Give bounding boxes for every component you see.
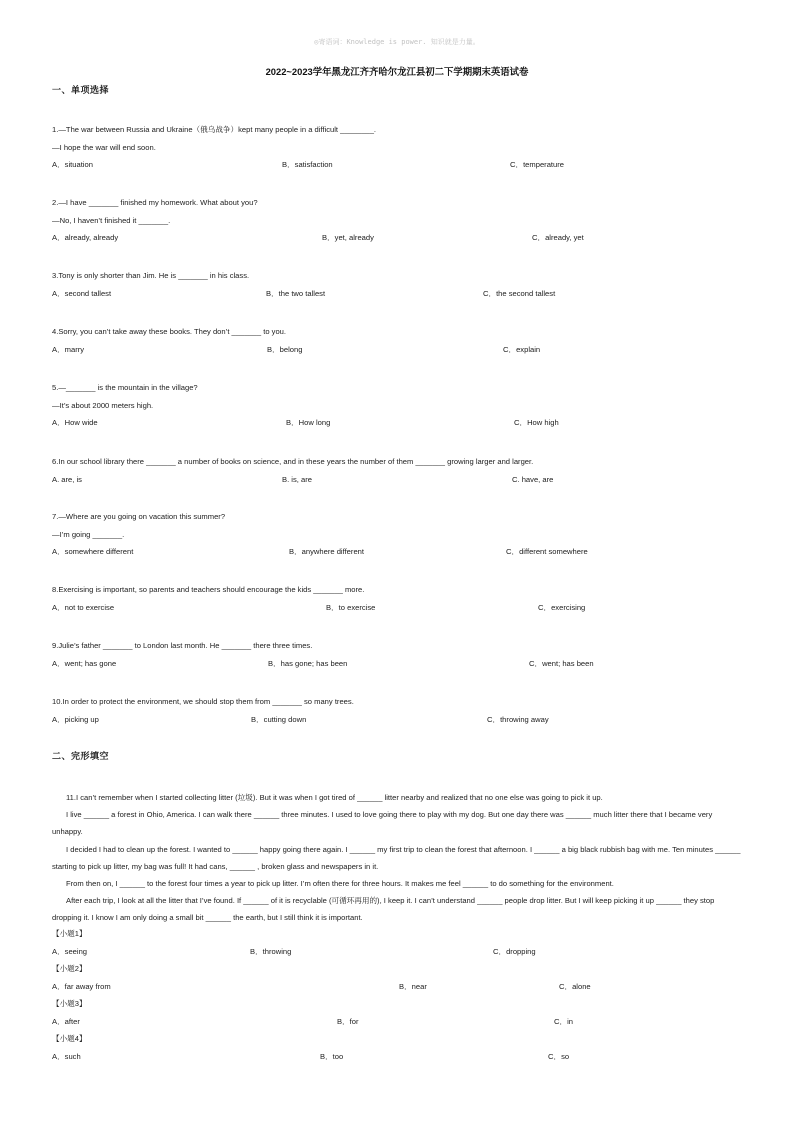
cloze-passage xyxy=(52,789,742,927)
option-c[interactable]: C．explain xyxy=(503,344,541,354)
question-stem: 9.Julie’s father _______ to London last month. He _______ there three times. xyxy=(52,641,313,650)
option-b[interactable]: B．near xyxy=(399,981,427,991)
subquestion-tag: 【小题2】 xyxy=(52,964,87,973)
question-stem: 3.Tony is only shorter than Jim. He is _______ in his class. xyxy=(52,271,250,280)
question-stem: 8.Exercising is important, so parents and teachers should encourage the kids _______ more. xyxy=(52,585,365,594)
passage-paragraph: After each trip, I look at all the litter that I’ve found. If ______ of it is recyclable (可循环再用的), I keep it. I can’t understand ______ people drop litter. But I will keep picking it up ______ they stop dropping it. I know I am only doing a small bit ______ the earth, but I still think it is important. xyxy=(52,896,715,923)
subquestion-1 xyxy=(52,929,752,964)
section-heading-2: 二、完形填空 xyxy=(52,752,110,762)
question-stem: 4.Sorry, you can’t take away these books. They don’t _______ to you. xyxy=(52,327,287,336)
option-b[interactable]: B．too xyxy=(320,1051,344,1061)
subquestion-4 xyxy=(52,1034,752,1069)
question-stem: —I hope the war will end soon. xyxy=(52,142,156,152)
subquestion-2 xyxy=(52,964,752,999)
option-a[interactable]: A．situation xyxy=(52,160,93,169)
question-stem: 6.In our school library there _______ a number of books on science, and in these years the number of them _______ growing larger and larger. xyxy=(52,457,534,466)
option-b[interactable]: B．to exercise xyxy=(326,602,376,612)
option-c[interactable]: C．went; has been xyxy=(529,658,594,668)
option-b[interactable]: B．How long xyxy=(286,418,331,427)
option-c[interactable]: C．the second tallest xyxy=(483,288,556,298)
option-c[interactable]: C. have, are xyxy=(512,474,554,484)
question-stem: 10.In order to protect the environment, we should stop them from _______ so many trees. xyxy=(52,697,354,706)
question-10 xyxy=(52,697,752,732)
passage-paragraph: From then on, I ______ to the forest four times a year to pick up litter. I’m often there for three hours. It makes me feel ______ to do something for the environment. xyxy=(66,879,614,889)
option-c[interactable]: C．different somewhere xyxy=(506,547,588,556)
subquestion-tag: 【小题4】 xyxy=(52,1034,87,1043)
question-stem: 7.—Where are you going on vacation this summer? xyxy=(52,512,226,521)
option-c[interactable]: C．throwing away xyxy=(487,714,549,724)
option-b[interactable]: B．belong xyxy=(267,344,303,354)
passage-paragraph: I decided I had to clean up the forest. I wanted to ______ happy going there again. I ______ my first trip to clean the forest that afternoon. I ______ a big black rubbish bag with me. Ten minutes ______ starting to pick up litter, my bag was full! It had cans, ______ , broken glass and newspapers in it. xyxy=(52,844,741,871)
subquestion-tag: 【小题3】 xyxy=(52,999,87,1008)
option-a[interactable]: A．far away from xyxy=(52,981,111,991)
question-stem: 2.—I have _______ finished my homework. What about you? xyxy=(52,198,258,207)
question-9 xyxy=(52,641,752,676)
option-c[interactable]: C．exercising xyxy=(538,602,586,612)
question-5 xyxy=(52,383,752,435)
subquestion-3 xyxy=(52,999,752,1034)
option-c[interactable]: C．in xyxy=(554,1016,573,1026)
question-stem: —No, I haven’t finished it _______. xyxy=(52,215,171,225)
passage-paragraph: 11.I can’t remember when I started collecting litter (垃圾). But it was when I got tired of ______ litter nearby and realized that no one else was going to pick it up. xyxy=(66,793,603,802)
option-b[interactable]: B．yet, already xyxy=(322,233,374,242)
question-1 xyxy=(52,125,752,177)
question-6 xyxy=(52,457,752,492)
option-a[interactable]: A．second tallest xyxy=(52,288,112,298)
watermark-text: ◎寄语词：Knowledge is power. 知识就是力量。 xyxy=(314,38,480,46)
question-7 xyxy=(52,512,752,564)
option-a[interactable]: A．went; has gone xyxy=(52,658,117,668)
option-a[interactable]: A．somewhere different xyxy=(52,547,134,556)
option-a[interactable]: A．after xyxy=(52,1016,80,1026)
question-3 xyxy=(52,271,752,306)
option-a[interactable]: A．such xyxy=(52,1051,81,1061)
option-c[interactable]: C．already, yet xyxy=(532,233,584,242)
question-stem: 1.—The war between Russia and Ukraine（俄乌战争）kept many people in a difficult ________. xyxy=(52,125,377,134)
option-a[interactable]: A. are, is xyxy=(52,474,82,484)
page-title: 2022~2023学年黑龙江齐齐哈尔龙江县初二下学期期末英语试卷 xyxy=(265,66,529,77)
option-b[interactable]: B．satisfaction xyxy=(282,160,333,169)
option-a[interactable]: A．seeing xyxy=(52,946,88,956)
option-b[interactable]: B．anywhere different xyxy=(289,547,364,556)
option-a[interactable]: A．marry xyxy=(52,344,85,354)
question-stem: —It’s about 2000 meters high. xyxy=(52,400,154,410)
option-a[interactable]: A．already, already xyxy=(52,233,119,242)
option-b[interactable]: B．cutting down xyxy=(251,714,307,724)
option-b[interactable]: B．for xyxy=(337,1016,359,1026)
option-c[interactable]: C．dropping xyxy=(493,946,536,956)
option-c[interactable]: C．so xyxy=(548,1051,570,1061)
question-4 xyxy=(52,327,752,362)
question-2 xyxy=(52,198,752,250)
option-c[interactable]: C．alone xyxy=(559,981,591,991)
option-b[interactable]: B．has gone; has been xyxy=(268,658,348,668)
question-stem: —I’m going _______. xyxy=(52,529,125,539)
option-a[interactable]: A．not to exercise xyxy=(52,602,115,612)
option-b[interactable]: B．the two tallest xyxy=(266,288,326,298)
option-c[interactable]: C．How high xyxy=(514,418,559,427)
option-b[interactable]: B．throwing xyxy=(250,946,292,956)
subquestion-tag: 【小题1】 xyxy=(52,929,87,938)
option-a[interactable]: A．picking up xyxy=(52,714,99,724)
section-heading-1: 一、单项选择 xyxy=(52,86,110,96)
question-stem: 5.—_______ is the mountain in the village? xyxy=(52,383,198,392)
option-b[interactable]: B. is, are xyxy=(282,474,312,484)
passage-paragraph: I live ______ a forest in Ohio, America. I can walk there ______ three minutes. I used to love going there to play with my dog. But one day there was ______ much litter there that I became very unhappy. xyxy=(52,810,713,837)
option-c[interactable]: C．temperature xyxy=(510,160,565,169)
question-8 xyxy=(52,585,752,620)
option-a[interactable]: A．How wide xyxy=(52,418,98,427)
